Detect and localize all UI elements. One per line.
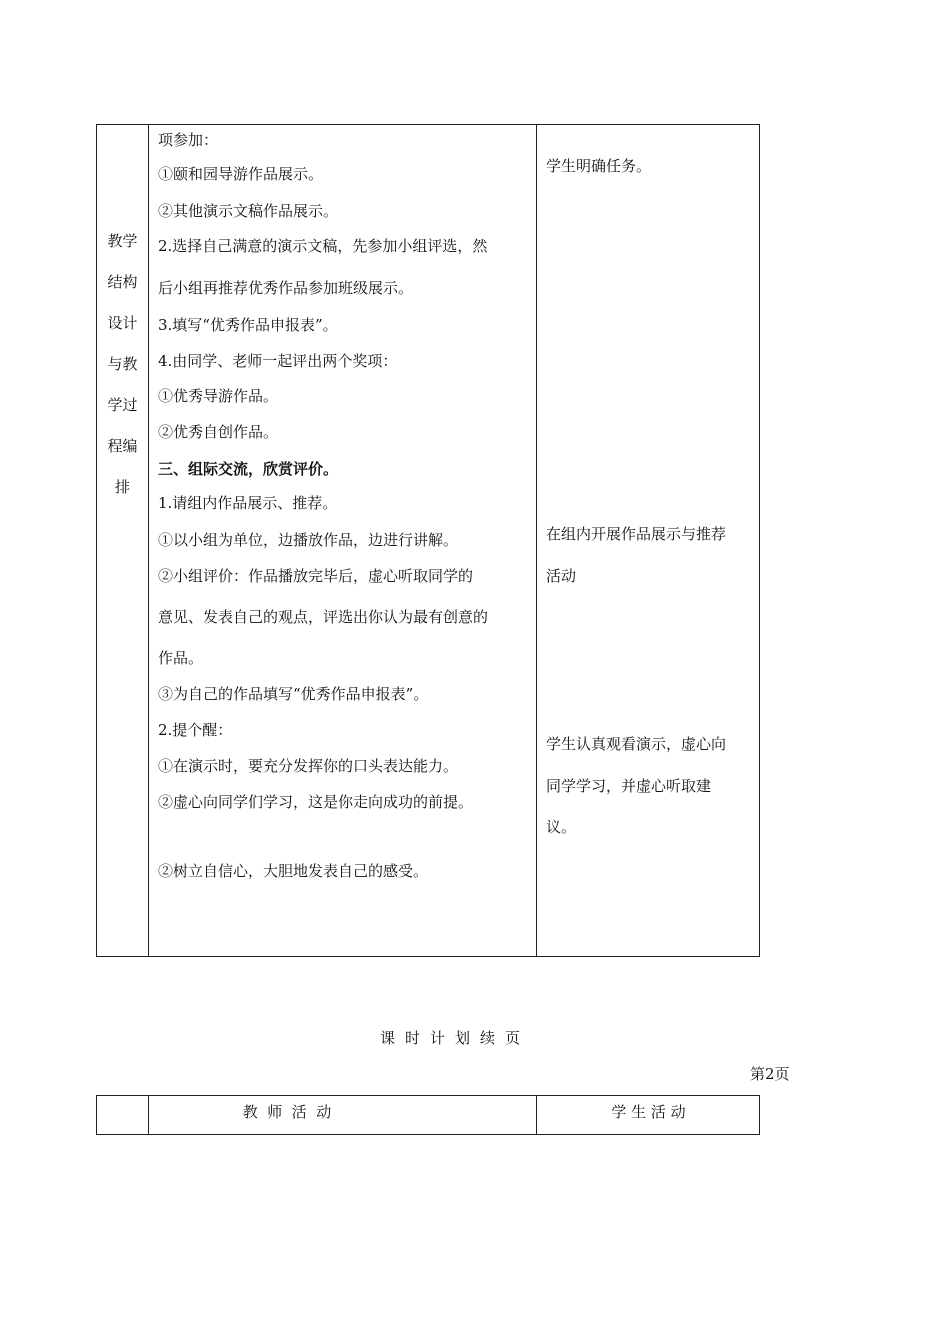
page-caption: 课时计划续页: [379, 1029, 530, 1047]
student-activity-line: 学生明确任务。: [546, 157, 652, 175]
teacher-activity-line: 作品。: [158, 649, 204, 667]
teacher-activity-line: ①颐和园导游作品展示。: [158, 165, 324, 183]
teacher-activity-line: 1.请组内作品展示、推荐。: [158, 494, 338, 512]
teacher-activity-header: 教 师 活 动: [242, 1103, 332, 1121]
teacher-activity-line: 2.提个醒：: [158, 721, 233, 739]
section-label-line: 结构: [107, 273, 138, 291]
teacher-activity-line: ②小组评价：作品播放完毕后，虚心听取同学的: [158, 567, 474, 585]
continuation-header-table: [96, 1095, 760, 1135]
teacher-activity-line: 项参加：: [158, 131, 219, 149]
teacher-activity-line: 后小组再推荐优秀作品参加班级展示。: [158, 279, 414, 297]
teacher-activity-line: ②优秀自创作品。: [158, 423, 279, 441]
student-activity-line: 同学学习，并虚心听取建: [546, 777, 712, 795]
teacher-activity-line: 意见、发表自己的观点，评选出你认为最有创意的: [158, 608, 489, 626]
section-label-line: 教学: [107, 232, 138, 250]
student-activity-line: 在组内开展作品展示与推荐: [546, 525, 727, 543]
teacher-activity-line: 4.由同学、老师一起评出两个奖项：: [158, 352, 398, 370]
column-divider: [536, 125, 537, 956]
section-label-line: 设计: [107, 314, 138, 332]
section-label: [97, 221, 148, 508]
teacher-activity-line: ①在演示时，要充分发挥你的口头表达能力。: [158, 757, 459, 775]
teacher-activity-line: 3.填写“优秀作品申报表”。: [158, 316, 338, 334]
student-activity-line: 活动: [546, 567, 577, 585]
teacher-activity-line: ③为自己的作品填写“优秀作品申报表”。: [158, 685, 429, 703]
teacher-activity-line: 2.选择自己满意的演示文稿，先参加小组评选，然: [158, 237, 488, 255]
lesson-plan-table: [96, 124, 760, 957]
teacher-activity-line: ②树立自信心，大胆地发表自己的感受。: [158, 862, 429, 880]
column-divider: [148, 125, 149, 956]
student-activity-line: 学生认真观看演示，虚心向: [546, 735, 727, 753]
teacher-activity-line: ②虚心向同学们学习，这是你走向成功的前提。: [158, 793, 474, 811]
page-number: 第2页: [750, 1065, 790, 1083]
section-label-line: 与教: [107, 355, 138, 373]
teacher-activity-line: ①优秀导游作品。: [158, 387, 279, 405]
section-label-line: 排: [114, 478, 130, 496]
student-activity-line: 议。: [546, 818, 577, 836]
section-heading: 三、组际交流，欣赏评价。: [158, 460, 339, 478]
teacher-activity-line: ②其他演示文稿作品展示。: [158, 202, 339, 220]
student-activity-header: 学 生 活 动: [611, 1103, 686, 1121]
section-label-line: 学过: [107, 396, 138, 414]
section-label-line: 程编: [107, 437, 138, 455]
teacher-activity-line: ①以小组为单位，边播放作品，边进行讲解。: [158, 531, 459, 549]
